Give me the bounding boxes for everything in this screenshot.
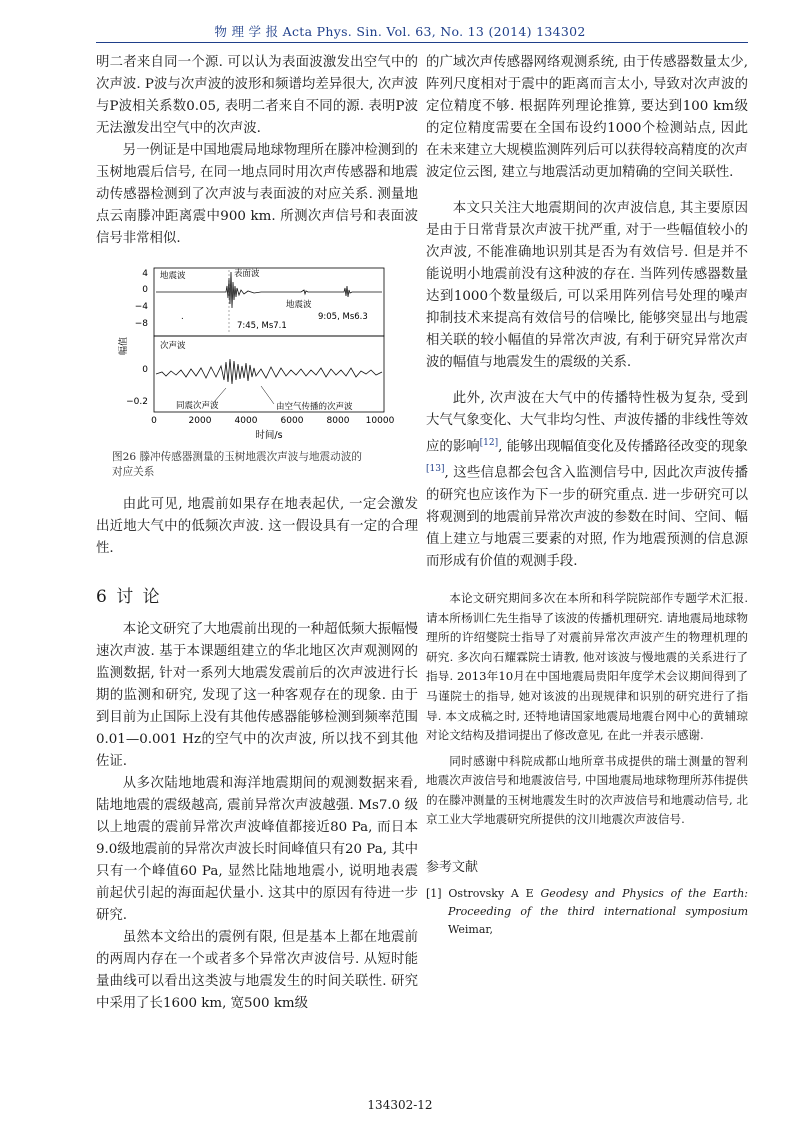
top-label-dot: .: [181, 312, 184, 322]
top-label-seismic-2: 地震波: [286, 300, 312, 310]
left-paragraph-5: 从多次陆地地震和海洋地震期间的观测数据来看, 陆地地震的震级越高, 震前异常次声波越强. Ms7.0 级以上地震的震前异常次声波峰值都接近80 Pa, 而日本9.0级地震前的异常次声波长时间峰值只有20 Pa, 其中只有一个峰值60 Pa, 显然比陆地地震小, 说明地表震前起伏引起的海面起伏量小. 这其中的原因有待进一步研究.: [96, 776, 418, 923]
right-column: [426, 52, 748, 939]
left-paragraph-1: 明二者来自同一个源. 可以认为表面波激发出空气中的次声波. P波与次声波的波形和频谱均差异很大, 次声波与P波相关系数0.05, 表明二者来自不同的源. 表明P波无法激发出空气中的次声波.: [96, 55, 418, 136]
xtick-1: 0: [151, 416, 157, 426]
acknowledgement-2: 同时感谢中科院成都山地所章书成提供的瑞士测量的智利地震次声波信号和地震波信号, 中国地震局地球物理所苏伟提供的在滕冲测量的玉树地震发生时的次声波信号和地震动信号, 北京工业大学地震研究所提供的汶川地震次声波信号.: [426, 753, 748, 827]
bottom-label-infrasound: 次声波: [160, 341, 186, 351]
section-title-discussion: 6 讨 论: [96, 587, 162, 607]
right-paragraph-1: 的广域次声传感器网络观测系统, 由于传感器数量太少, 阵列尺度相对于震中的距离而言太小, 导致对次声波的定位精度不够. 根据阵列理论推算, 要达到100 km级的定位精度需要在全国布设约1000个检测站点, 因此在未来建立大规模监测阵列后可以获得较高精度的次声波定位云图, 建立与地震活动更加精确的空间关联性.: [426, 55, 748, 180]
ytick-top-1: 4: [142, 269, 148, 279]
journal-header: 物 理 学 报 Acta Phys. Sin. Vol. 63, No. 13 (2014) 134302: [214, 24, 586, 39]
reference-1: [426, 885, 748, 939]
left-paragraph-6: 虽然本文给出的震例有限, 但是基本上都在地震前的两周内存在一个或者多个异常次声波信号. 从短时能量曲线可以看出这类波与地震发生的时间关联性. 研究中采用了长1600 km, 宽500 km级: [96, 930, 418, 1011]
figure-caption-line-1: 图26 滕冲传感器测量的玉树地震次声波与地震动波的: [112, 451, 362, 463]
bottom-label-airborne: 由空气传播的次声波: [276, 402, 353, 412]
right-paragraph-2: 本文只关注大地震期间的次声波信息, 其主要原因是由于日常背景次声波干扰严重, 对于一些幅值较小的次声波, 不能准确地识别其是否为有效信号. 但是并不能说明小地震前没有这种波的存在. 当阵列传感器数量达到1000个数量级后, 可以采用阵列信号处理的噪声抑制技术来提高有效信号的信噪比, 能够突显出与地震相关联的较小幅值的异常次声波, 有利于研究异常次声波的幅值与地震发生的震级的关系.: [426, 201, 748, 370]
right-paragraph-3-part-b: , 能够出现幅值变化及传播路径改变的现象: [498, 439, 749, 455]
ytick-top-3: −4: [134, 302, 148, 312]
annotation-arrow-2: [261, 386, 274, 404]
annotation-arrow-1: [214, 388, 226, 402]
ytick-top-2: 0: [142, 285, 148, 295]
ytick-bottom-1: 0: [142, 365, 148, 375]
figure-26: [96, 264, 418, 444]
bottom-label-coseismic: 同震次声波: [176, 401, 219, 411]
seismic-infrasound-plot: [96, 264, 418, 444]
left-column: [96, 52, 418, 1015]
ytick-bottom-2: −0.2: [126, 397, 148, 407]
ytick-top-4: −8: [134, 319, 148, 329]
acknowledgement-1: 本论文研究期间多次在本所和科学院院部作专题学术汇报. 请本所杨训仁先生指导了该波的传播机理研究. 请地震局地球物理所的许绍燮院士指导了对震前异常次声波产生的物理机理的研究. 多次向石耀霖院士请教, 他对该波与慢地震的关系进行了指导. 2013年10月在中国地震局贵阳年度学术会议期间得到了马谨院士的指导, 她对该波的出现规律和识别的研究进行了指导. 本文成稿之时, 还特地请国家地震局地震台网中心的黄辅琼对论文结构及措词提出了修改意见, 在此一并表示感谢.: [426, 590, 748, 743]
xtick-6: 10000: [365, 416, 395, 426]
y-axis-label: 幅值: [119, 336, 129, 356]
page-number: 134302-12: [367, 1098, 433, 1112]
left-paragraph-4: 本论文研究了大地震前出现的一种超低频大振幅慢速次声波. 基于本课题组建立的华北地区次声观测网的监测数据, 针对一系列大地震发震前后的次声波进行长期的监测和研究, 发现了这一种客观存在的现象. 由于到目前为止国际上没有其他传感器能够检测到频率范围0.01—0.001 Hz的空气中的次声波, 所以找不到其他佐证.: [96, 622, 418, 769]
left-paragraph-2: 另一例证是中国地震局地球物理所在滕冲检测到的玉树地震后信号, 在同一地点同时用次声传感器和地震动传感器检测到了次声波与表面波的对应关系. 测量地点云南滕冲距离震中900 km. 所测次声信号和表面波信号非常相似.: [96, 143, 418, 246]
top-label-surface: 表面波: [234, 269, 260, 279]
left-paragraph-3: 由此可见, 地震前如果存在地表起伏, 一定会激发出近地大气中的低频次声波. 这一假设具有一定的合理性.: [96, 497, 418, 556]
figure-caption-line-2: 对应关系: [112, 466, 155, 478]
xtick-3: 4000: [234, 416, 258, 426]
reference-1-number: [1]: [426, 887, 442, 901]
reference-1-tail: Weimar,: [448, 923, 493, 937]
top-label-event-1: 7:45, Ms7.1: [237, 321, 287, 331]
seismic-trace: [156, 272, 382, 308]
xtick-2: 2000: [188, 416, 212, 426]
top-label-seismic: 地震波: [160, 271, 186, 281]
references-title: 参考文献: [426, 860, 479, 876]
figure-caption: [112, 450, 418, 480]
xtick-5: 8000: [326, 416, 350, 426]
header-rule: [96, 42, 748, 43]
infrasound-trace: [156, 359, 382, 384]
xtick-4: 6000: [280, 416, 304, 426]
right-paragraph-3-part-a: 此外, 次声波在大气中的传播特性极为复杂, 受到大气气象变化、大气非均匀性、声波传播的非线性等效应的影响: [426, 391, 748, 455]
right-paragraph-3-part-c: , 这些信息都会包含入监测信号中, 因此次声波传播的研究也应该作为下一步的研究重点. 进一步研究可以将观测到的地震前异常次声波的参数在时间、空间、幅值上建立与地震三要素的对照, 作为地震预测的信息源而形成有价值的观测手段.: [426, 465, 748, 569]
x-axis-label: 时间/s: [255, 430, 283, 441]
reference-1-author: Ostrovsky A E: [448, 887, 541, 901]
citation-13[interactable]: [13]: [426, 464, 445, 475]
right-paragraph-3: [426, 388, 748, 573]
top-label-event-2: 9:05, Ms6.3: [318, 312, 368, 322]
citation-12[interactable]: [12]: [479, 438, 499, 448]
reference-1-title: Geodesy and Physics of the Earth: Proceeding of the third international symposium: [448, 887, 749, 919]
